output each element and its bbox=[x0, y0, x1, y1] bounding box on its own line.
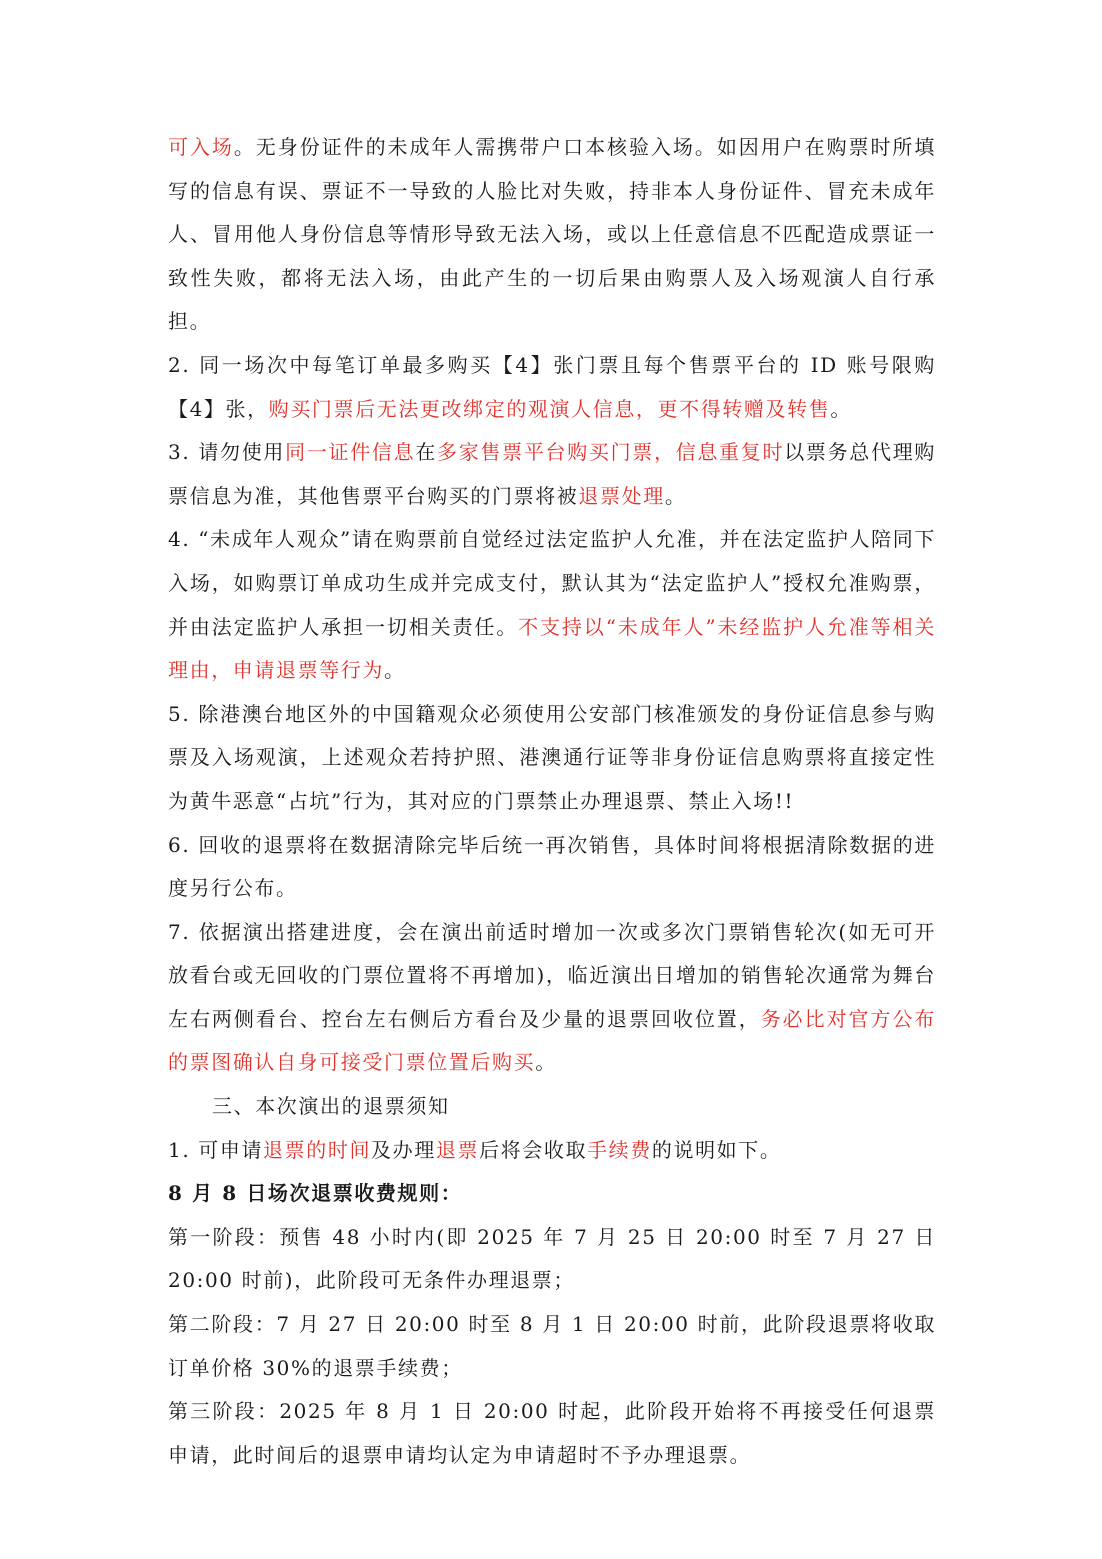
text-run: 。 bbox=[384, 658, 406, 683]
paragraph-item-2 bbox=[168, 344, 936, 431]
text-run: 第二阶段：7 月 27 日 20:00 时至 8 月 1 日 20:00 时前，此阶段退票将收取订单价格 30%的退票手续费； bbox=[168, 1312, 936, 1380]
text-run: 3. 请勿使用 bbox=[168, 440, 286, 465]
text-run: 退票处理 bbox=[578, 483, 665, 508]
text-run: 。无身份证件的未成年人需携带户口本核验入场。如因用户在购票时所填写的信息有误、票证不一导致的人脸比对失败，持非本人身份证件、冒充未成年人、冒用他人身份信息等情形导致无法入场，或以上任意信息不匹配造成票证一致性失败，都将无法入场，由此产生的一切后果由购票人及入场观演人自行承担。 bbox=[168, 135, 936, 334]
paragraph-entry-rules bbox=[168, 126, 936, 344]
text-run: 4. “未成年人观众”请在购票前自觉经过法定监护人允准，并在法定监护人陪同下入场，如购票订单成功生成并完成支付，默认其为“法定监护人”授权允准购票，并由法定监护人承担一切相关责任。 bbox=[168, 527, 936, 639]
text-run: 第一阶段：预售 48 小时内(即 2025 年 7 月 25 日 20:00 时至 7 月 27 日 20:00 时前)，此阶段可无条件办理退票； bbox=[168, 1224, 936, 1293]
text-run: 后将会收取 bbox=[479, 1137, 588, 1162]
text-run: 以票务总代理购票信息为准，其他售票平台购买的门票将被 bbox=[168, 440, 936, 508]
text-run: 5. 除港澳台地区外的中国籍观众必须使用公安部门核准颁发的身份证信息参与购票及入场观演，上述观众若持护照、港澳通行证等非身份证信息购票将直接定性为黄牛恶意“占坑”行为，其对应的门票禁止办理退票、禁止入场!! bbox=[168, 701, 936, 813]
paragraph-item-6 bbox=[168, 824, 936, 911]
text-run: 手续费 bbox=[587, 1137, 652, 1162]
heading-text: 三、本次演出的退票须知 bbox=[212, 1094, 450, 1119]
section-heading-refund bbox=[168, 1085, 936, 1129]
text-run: 务必比对官方公布的票图确认自身可接受门票位置后购买 bbox=[168, 1006, 936, 1075]
text-run: 2. 同一场次中每笔订单最多购买【4】张门票且每个售票平台的 ID 账号限购【4】张， bbox=[168, 352, 936, 421]
text-run: 6. 回收的退票将在数据清除完毕后统一再次销售，具体时间将根据清除数据的进度另行公布。 bbox=[168, 832, 936, 901]
text-run: 在 bbox=[415, 440, 438, 465]
text-run: 可入场 bbox=[168, 135, 234, 159]
refund-rules-heading bbox=[168, 1172, 936, 1216]
paragraph-item-7 bbox=[168, 911, 936, 1085]
refund-stage-1 bbox=[168, 1216, 936, 1303]
paragraph-refund-1 bbox=[168, 1129, 936, 1173]
text-run: 7. 依据演出搭建进度，会在演出前适时增加一次或多次门票销售轮次(如无可开放看台或无回收的门票位置将不再增加)，临近演出日增加的销售轮次通常为舞台左右两侧看台、控台左右侧后方看台及少量的退票回收位置， bbox=[168, 919, 936, 1031]
text-run: 同一证件信息 bbox=[285, 440, 416, 465]
text-run: 的说明如下。 bbox=[651, 1137, 782, 1162]
text-run: 及办理 bbox=[371, 1137, 436, 1162]
text-run: 购买门票后无法更改绑定的观演人信息，更不得转赠及转售 bbox=[268, 396, 831, 421]
text-run: 。 bbox=[535, 1050, 557, 1075]
paragraph-item-3 bbox=[168, 431, 936, 518]
text-run: 退票 bbox=[435, 1137, 480, 1162]
text-run: 1. 可申请 bbox=[168, 1137, 264, 1162]
text-run: 多家售票平台购买门票，信息重复时 bbox=[437, 440, 785, 465]
text-run: 退票的时间 bbox=[263, 1137, 372, 1162]
paragraph-item-4 bbox=[168, 518, 936, 692]
text-run: 。 bbox=[830, 396, 852, 421]
text-run: 8 月 8 日场次退票收费规则： bbox=[168, 1181, 463, 1206]
paragraph-item-5 bbox=[168, 693, 936, 824]
refund-stage-3 bbox=[168, 1390, 936, 1477]
document-page bbox=[168, 126, 936, 1477]
text-run: 。 bbox=[664, 483, 687, 508]
text-run: 不支持以“未成年人”未经监护人允准等相关理由，申请退票等行为 bbox=[168, 614, 936, 683]
text-run: 第三阶段：2025 年 8 月 1 日 20:00 时起，此阶段开始将不再接受任何退票申请，此时间后的退票申请均认定为申请超时不予办理退票。 bbox=[168, 1399, 936, 1467]
refund-stage-2 bbox=[168, 1303, 936, 1390]
